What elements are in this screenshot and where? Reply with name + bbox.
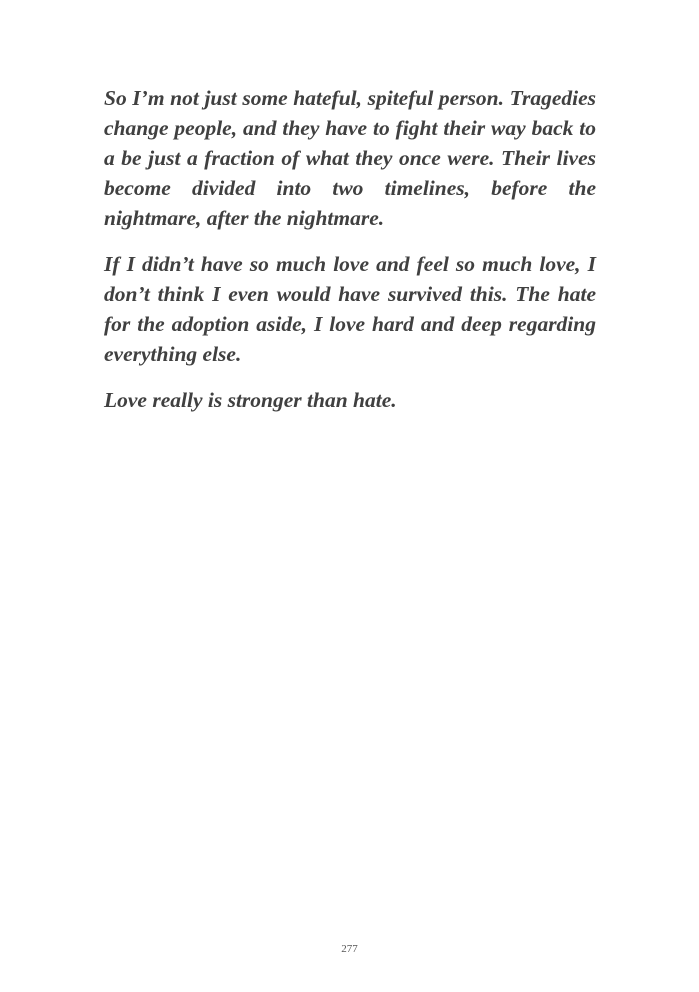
body-text (104, 83, 596, 431)
paragraph: Love really is stronger than hate. (104, 388, 397, 412)
paragraph: If I didn’t have so much love and feel so much love, I don’t think I even would have survived this. The hate for the adoption aside, I love hard and deep regarding everything else. (104, 252, 596, 366)
page-number: 277 (341, 943, 358, 955)
paragraph: So I’m not just some hateful, spiteful person. Tragedies change people, and they have to fight their way back to a be just a fraction of what they once were. Their lives become divided into two timelines, before the nightmare, after the nightmare. (104, 86, 596, 230)
